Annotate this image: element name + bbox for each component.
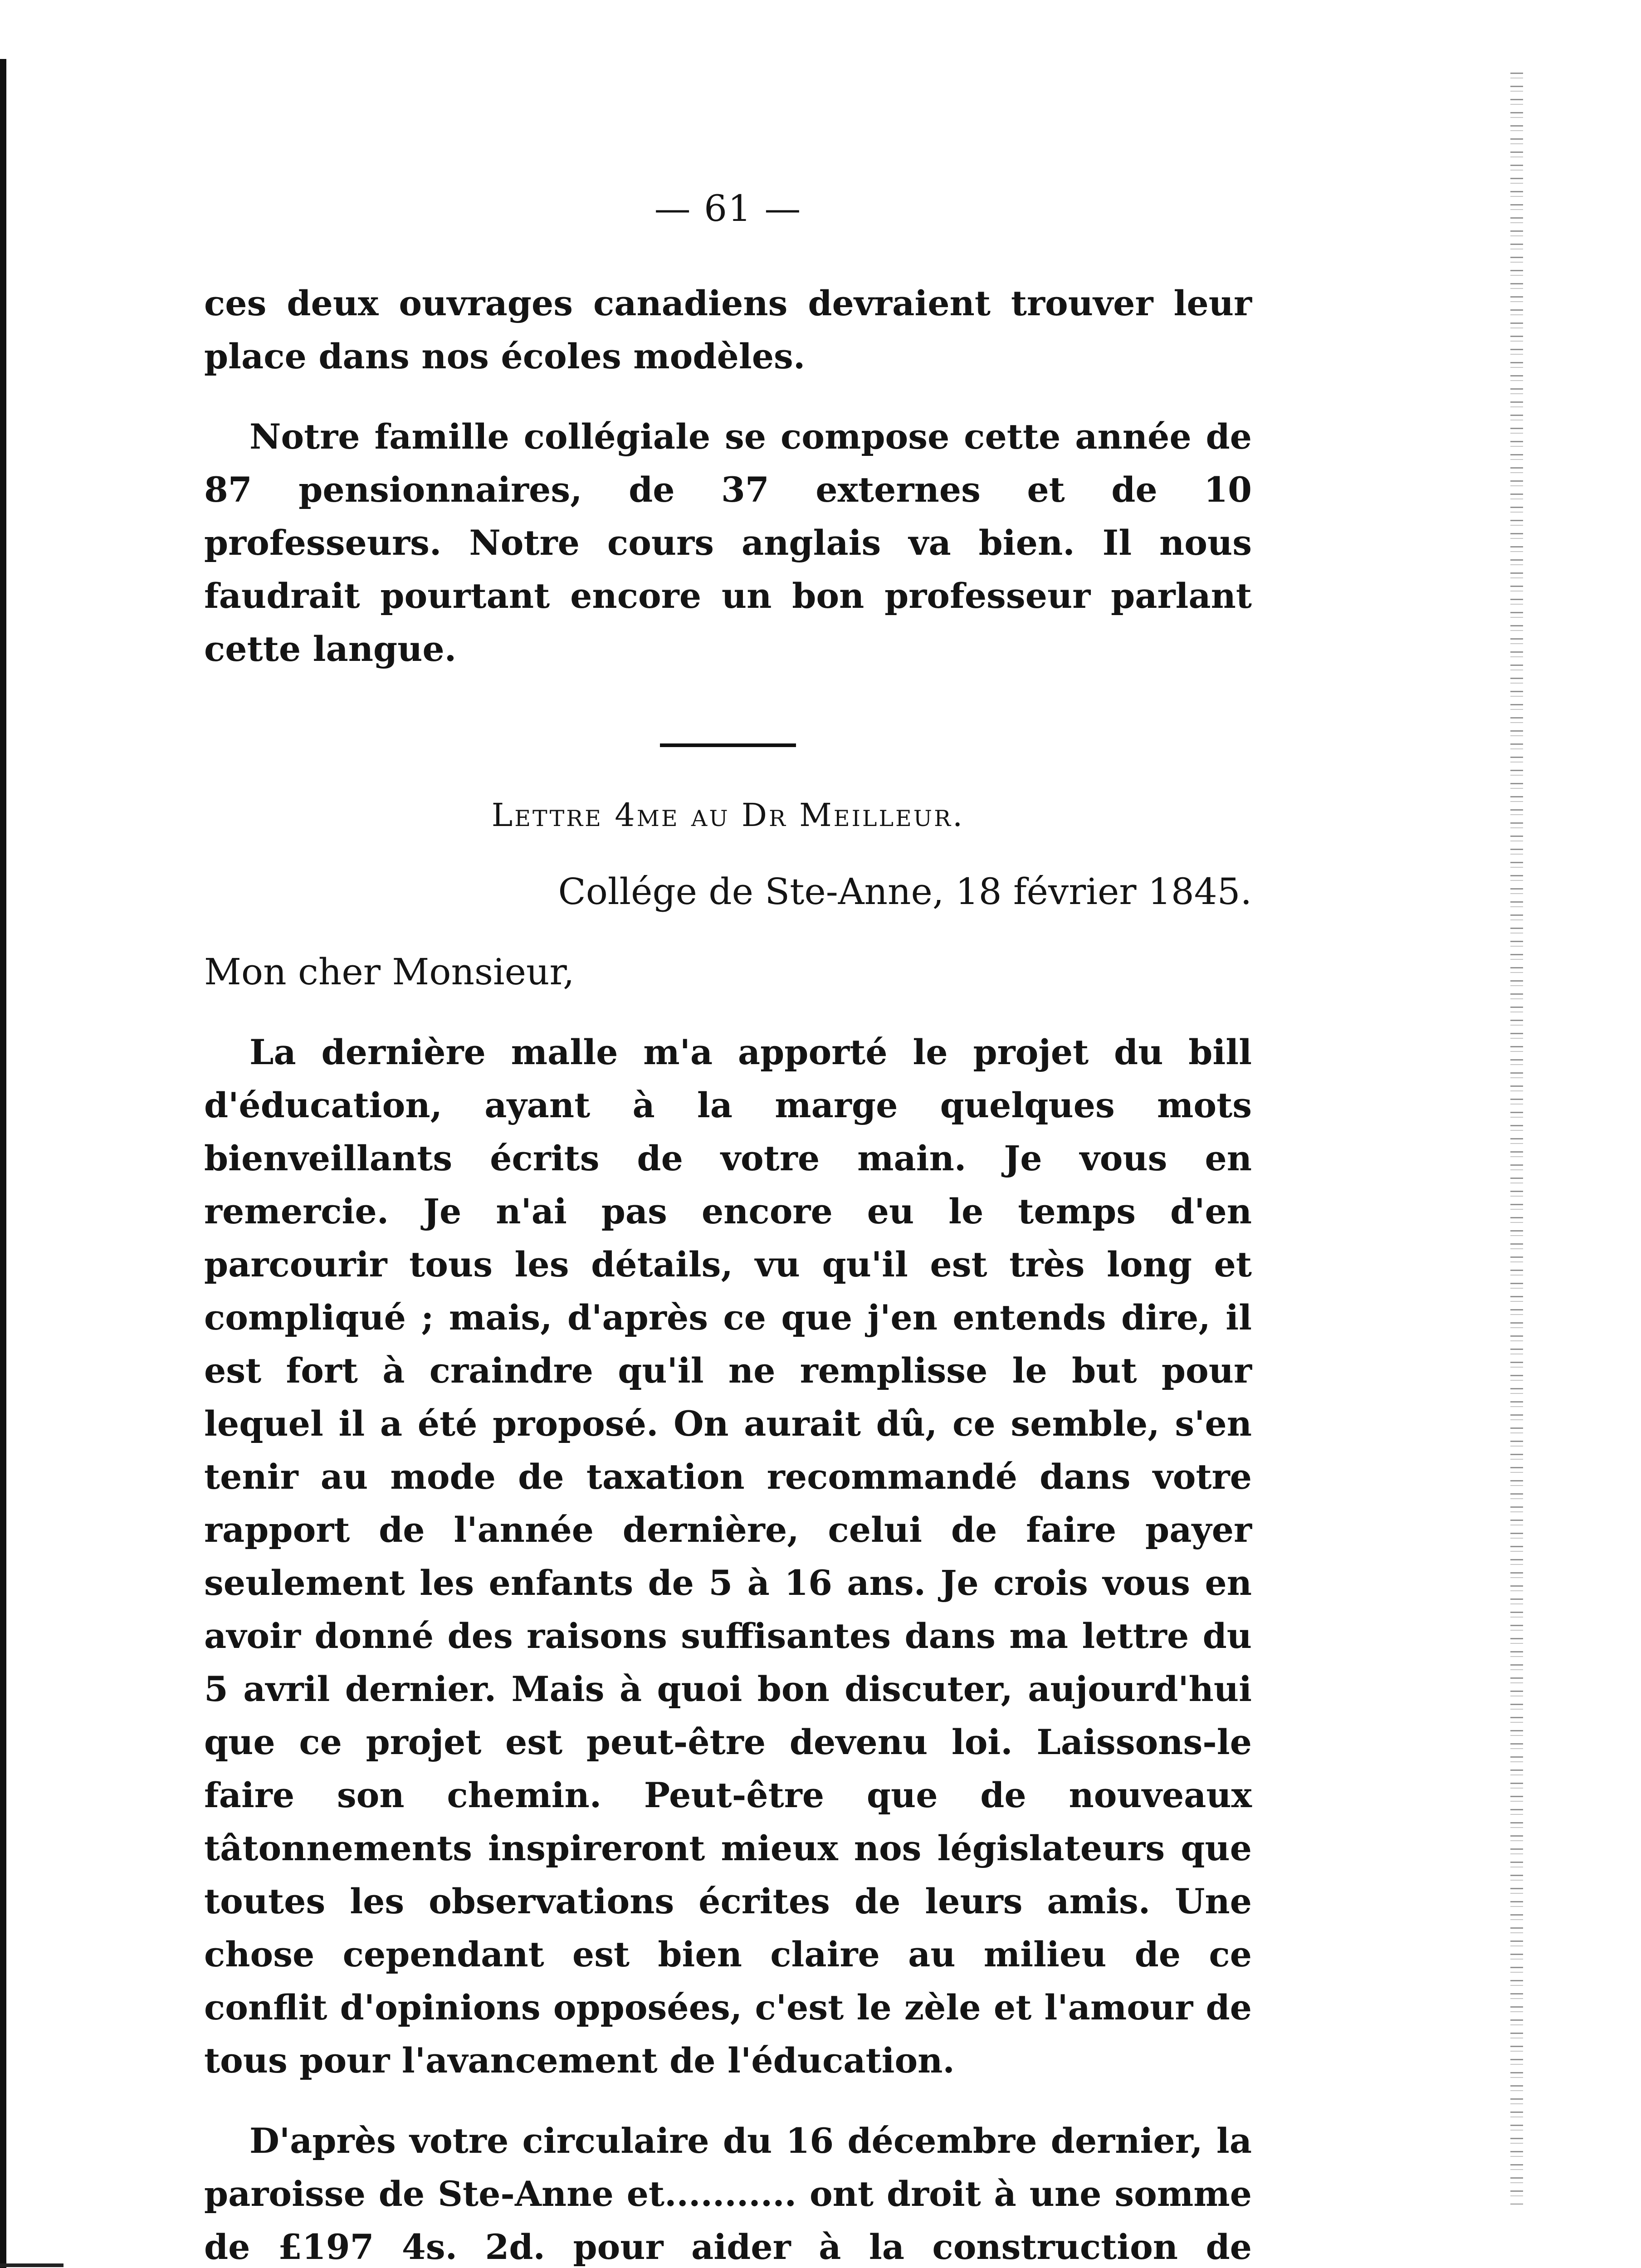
paragraph-continuation: ces deux ouvrages canadiens devraient trouver leur place dans nos écoles modèles. — [204, 283, 1252, 376]
letter-heading: Lettre 4me au Dr Meilleur. — [491, 797, 965, 834]
letter-dateline: Collége de Ste-Anne, 18 février 1845. — [558, 870, 1252, 913]
binding-edge — [0, 59, 6, 2268]
binding-foot-mark — [0, 2263, 63, 2267]
letter-salutation: Mon cher Monsieur, — [204, 951, 575, 993]
paragraph-college-family: Notre famille collégiale se compose cette année de 87 pensionnaires, de 37 externes et de 10 professeurs. Notre cours anglais va bien. Il nous faudrait pourtant encore un bon professeur parlant cette langue. — [204, 416, 1252, 669]
scan-noise-strip — [1510, 73, 1523, 2204]
paragraph-circular: D'après votre circulaire du 16 décembre dernier, la paroisse de Ste-Anne et........... ont droit à une somme de £197 4s. 2d. pour aider à la construction de — [204, 2121, 1252, 2267]
text-block — [204, 186, 1252, 2268]
paragraph-bill-education: La dernière malle m'a apporté le projet du bill d'éducation, ayant à la marge quelques mots bienveillants écrits de votre main. Je vous en remercie. Je n'ai pas encore eu le temps d'en parcourir tous les détails, vu qu'il est très long et compliqué ; mais, d'après ce que j'en entends dire, il est fort à craindre qu'il ne remplisse le but pour lequel il a été proposé. On aurait dû, ce semble, s'en tenir au mode de taxation recommandé dans votre rapport de l'année dernière, celui de faire payer seulement les enfants de 5 à 16 ans. Je crois vous en avoir donné des raisons suffisantes dans ma lettre du 5 avril dernier. Mais à quoi bon discuter, aujourd'hui que ce projet est peut-être devenu loi. Laissons-le faire son chemin. Peut-être que de nouveaux tâtonnements inspireront mieux nos législateurs que toutes les observations écrites de leurs amis. Une chose cependant est bien claire au milieu de ce conflit d'opinions opposées, c'est le zèle et l'amour de tous pour l'avancement de l'éducation. — [204, 1032, 1252, 2081]
page-number: — 61 — — [654, 187, 802, 230]
section-rule — [660, 743, 796, 747]
